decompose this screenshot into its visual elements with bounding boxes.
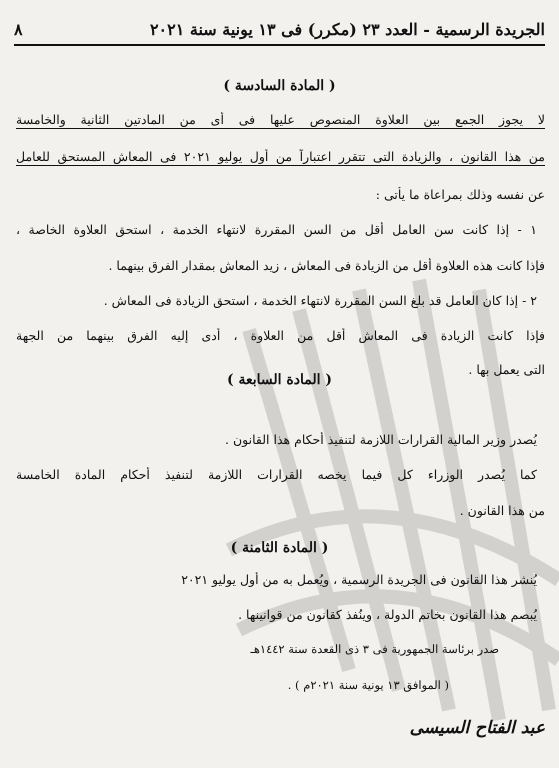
article-6-line-2: من هذا القانون ، والزيادة التى تتقرر اعتباراً من أول يوليو ٢٠٢١ فى المعاش المستحق للعامل — [16, 149, 545, 164]
watermark-emblem — [209, 250, 559, 750]
article-7-heading: ( المادة السابعة ) — [226, 372, 333, 388]
issuance-date: صدر برئاسة الجمهورية فى ٣ ذى القعدة سنة ١٤٤٢هـ — [250, 642, 499, 656]
article-6-line-8: التى يعمل بها . — [468, 362, 545, 377]
issuance-corresponding-date: ( الموافق ١٣ يونية سنة ٢٠٢١م ) . — [287, 678, 449, 692]
article-6-line-5: فإذا كانت هذه العلاوة أقل من الزيادة فى المعاش ، زيد المعاش بمقدار الفرق بينهما . — [108, 258, 545, 273]
article-6-heading: ( المادة السادسة ) — [223, 78, 336, 94]
article-8-heading: ( المادة الثامنة ) — [230, 540, 329, 556]
article-6-line-6: ٢ - إذا كان العامل قد بلغ السن المقررة لانتهاء الخدمة ، استحق الزيادة فى المعاش . — [103, 293, 537, 308]
article-8-line-1: يُنشر هذا القانون فى الجريدة الرسمية ، ويُعمل به من أول يوليو ٢٠٢١ — [181, 572, 537, 587]
presidential-signature: عبد الفتاح السيسى — [409, 718, 545, 738]
article-8-line-2: يُبصم هذا القانون بخاتم الدولة ، وينُفذ كقانون من قوانينها . — [238, 607, 537, 622]
article-7-line-2: كما يُصدر الوزراء كل فيما يخصه القرارات اللازمة لتنفيذ أحكام المادة الخامسة — [16, 467, 537, 482]
article-7-line-1: يُصدر وزير المالية القرارات اللازمة لتنفيذ أحكام هذا القانون . — [225, 432, 537, 447]
article-6-line-1: لا يجوز الجمع بين العلاوة المنصوص عليها فى أى من المادتين الثانية والخامسة — [16, 112, 545, 127]
article-6-line-7: فإذا كانت الزيادة فى المعاش أقل من العلاوة ، أدى إليه الفرق بينهما من الجهة — [16, 328, 545, 343]
page-header — [14, 18, 545, 40]
page-number: ٨ — [14, 19, 23, 39]
article-6-line-4: ١ - إذا كانت سن العامل أقل من السن المقررة لانتهاء الخدمة ، استحق العلاوة الخاصة ، — [16, 222, 537, 237]
gazette-title: الجريدة الرسمية - العدد ٢٣ (مكرر) فى ١٣ يونية سنة ٢٠٢١ — [149, 19, 545, 39]
article-6-line-3: عن نفسه وذلك بمراعاة ما يأتى : — [375, 187, 545, 202]
header-divider — [14, 44, 545, 46]
article-7-line-3: من هذا القانون . — [459, 503, 545, 518]
